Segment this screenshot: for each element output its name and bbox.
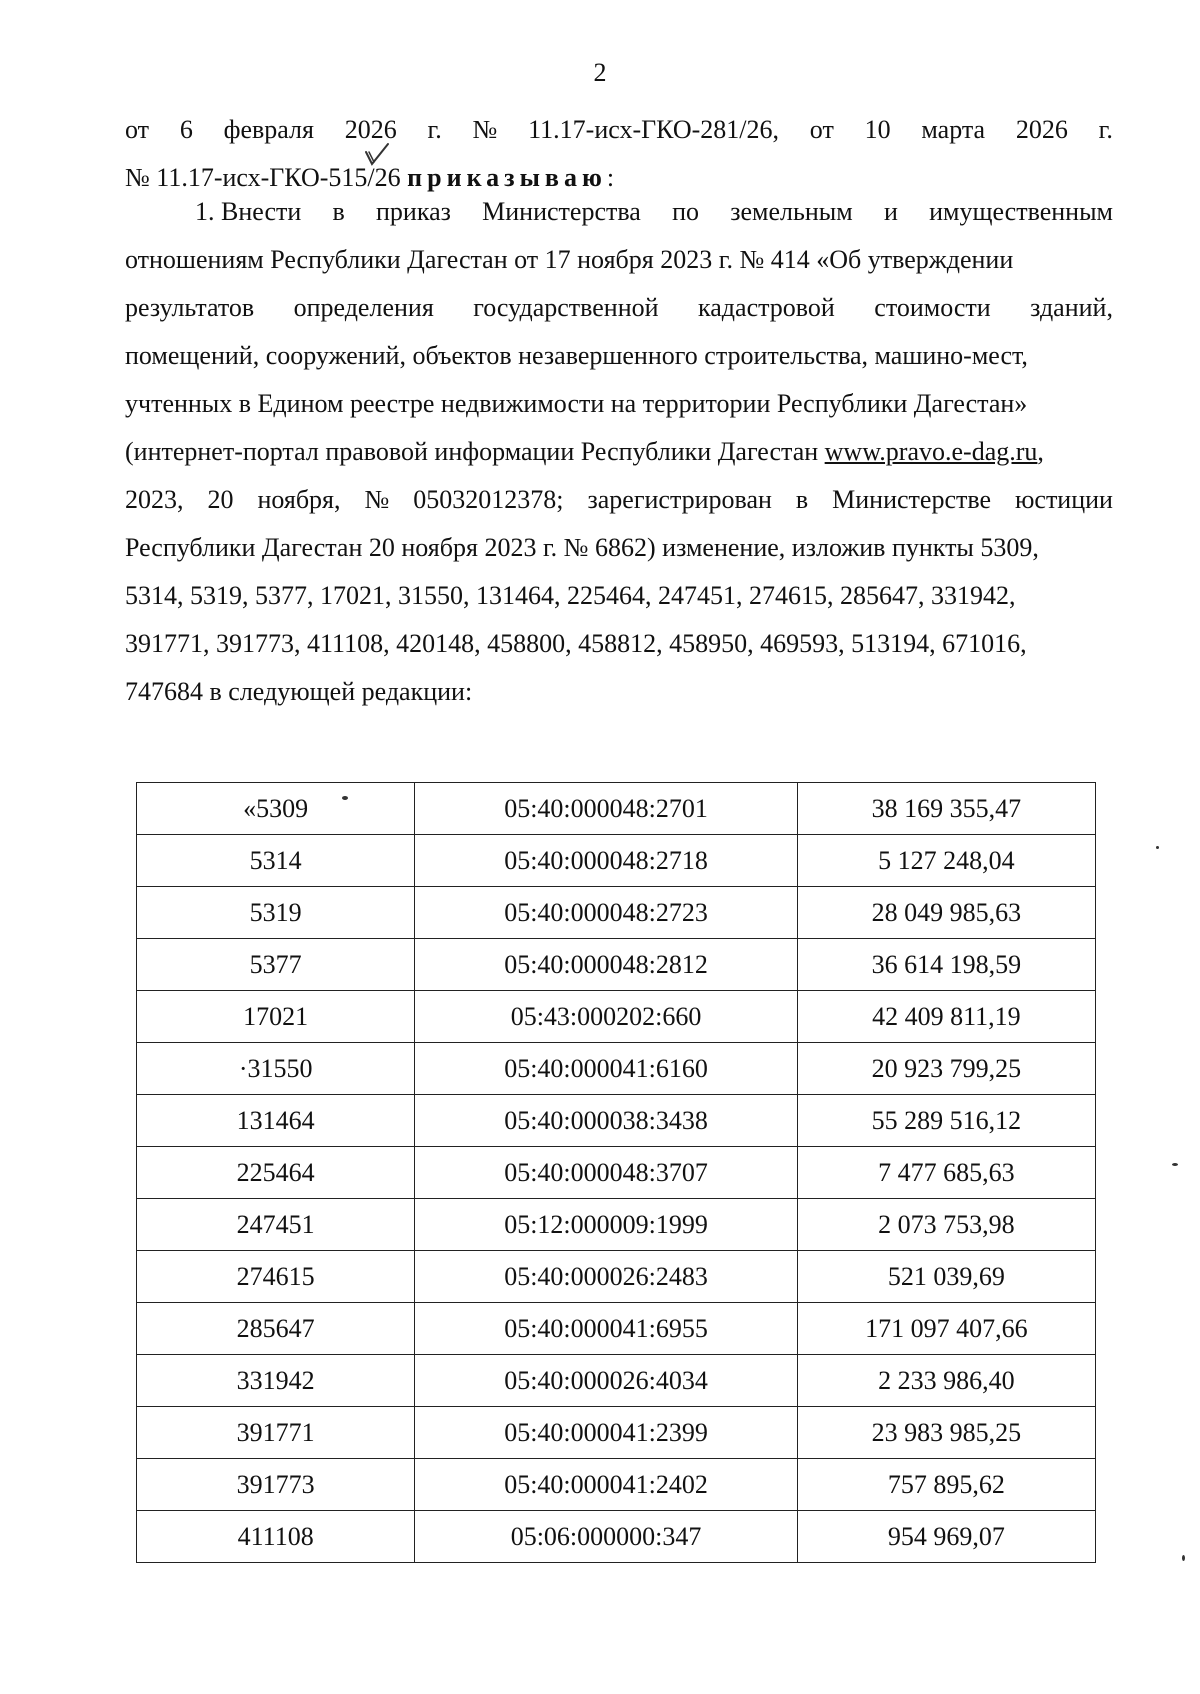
item1-line3_words-word: определения [293,293,434,322]
cadastral-value-cell: 5 127 248,04 [797,835,1095,887]
item1-line7_words-word: юстиции [1014,485,1113,514]
scan-speck [1156,846,1159,849]
item1-line7_words-word: 05032012378; [413,485,564,514]
paragraph1-line1_words-word: 11.17-исх-ГКО-281/26, [528,115,779,144]
paragraph1-line1_words-word: от [809,115,834,144]
cadastral-value-cell: 2 233 986,40 [797,1355,1095,1407]
item1-line7_words-word: зарегистрирован [587,485,772,514]
table-row [137,991,1096,1043]
table-row [137,783,1096,835]
paragraph1-line1_words-word: 6 [179,115,193,144]
item1-line3_words-word: государственной [473,293,659,322]
item1-line1_words-word: в [332,197,345,226]
cadastral-value-table [136,782,1096,1563]
cadastral-number-cell: 05:40:000041:2399 [415,1407,797,1459]
item1-line-7 [125,476,1113,524]
item-number-cell: ·31550 [137,1043,415,1095]
table-row [137,887,1096,939]
paragraph1-line1_words-word: 2026 [344,115,397,144]
paragraph1-line1_words-word: 10 [864,115,891,144]
cadastral-number-cell: 05:40:000041:6160 [415,1043,797,1095]
item1-line-3 [125,284,1113,332]
item1-line1_words-word: по [672,197,699,226]
cadastral-number-cell: 05:40:000026:4034 [415,1355,797,1407]
item1-line3_words-word: кадастровой [698,293,835,322]
item1-line7_words-word: Министерстве [832,485,992,514]
preamble-colon: : [606,163,615,192]
cadastral-value-cell: 55 289 516,12 [797,1095,1095,1147]
paragraph1-line1_words-word: от [125,115,150,144]
item-number-cell: 247451 [137,1199,415,1251]
item-number-cell: 331942 [137,1355,415,1407]
item1-line3_words-word: зданий, [1030,293,1113,322]
cadastral-number-cell: 05:40:000048:2718 [415,835,797,887]
item1-line1_words-word: 1. Внести [195,197,302,226]
cadastral-number-cell: 05:40:000041:2402 [415,1459,797,1511]
item-number-cell: 5377 [137,939,415,991]
paragraph1-line1_words-word: № [472,115,498,144]
item1-line-1 [125,188,1113,236]
portal-link[interactable]: www.pravo.e-dag.ru [824,437,1038,466]
table-row [137,1511,1096,1563]
paragraph1-line1_words-word: февраля [223,115,314,144]
cadastral-number-cell: 05:12:000009:1999 [415,1199,797,1251]
item-number-cell: 17021 [137,991,415,1043]
preamble-line-1 [125,106,1113,154]
item1-line-8: Республики Дагестан 20 ноября 2023 г. № 6862) изменение, изложив пункты 5309, [125,533,1039,562]
item1-line1_words-word: имущественным [929,197,1113,226]
table-row [137,1459,1096,1511]
item1-line7_words-word: 2023, [125,485,184,514]
item1-line3_words-word: стоимости [874,293,991,322]
item1-line-9: 5314, 5319, 5377, 17021, 31550, 131464, 225464, 247451, 274615, 285647, 331942, [125,581,1016,610]
table-row [137,1095,1096,1147]
cadastral-value-cell: 521 039,69 [797,1251,1095,1303]
cadastral-value-cell: 954 969,07 [797,1511,1095,1563]
table-row [137,1043,1096,1095]
item-number-cell: 411108 [137,1511,415,1563]
cadastral-value-cell: 7 477 685,63 [797,1147,1095,1199]
item1-line1_words-word: приказ [376,197,451,226]
item1-line7_words-word: в [795,485,809,514]
portal-comma: , [1037,437,1044,466]
cadastral-value-cell: 38 169 355,47 [797,783,1095,835]
cadastral-value-cell: 171 097 407,66 [797,1303,1095,1355]
cadastral-value-cell: 42 409 811,19 [797,991,1095,1043]
item-number-cell: 225464 [137,1147,415,1199]
item1-line-2: отношениям Республики Дагестан от 17 ноября 2023 г. № 414 «Об утверждении [125,245,1014,274]
item1-line-11: 747684 в следующей редакции: [125,677,473,706]
item-number-cell: 274615 [137,1251,415,1303]
cadastral-number-cell: 05:40:000048:2701 [415,783,797,835]
table-row [137,1251,1096,1303]
table-row [137,1303,1096,1355]
paragraph1-line1_words-word: марта [921,115,986,144]
item-number-cell: 5314 [137,835,415,887]
cadastral-value-cell: 23 983 985,25 [797,1407,1095,1459]
paragraph1-line1_words-word: 2026 [1015,115,1068,144]
paragraph1-line1_words-word: г. [1098,115,1113,144]
item1-line-10: 391771, 391773, 411108, 420148, 458800, 458812, 458950, 469593, 513194, 671016, [125,629,1027,658]
order-keyword: приказываю [407,163,607,192]
cadastral-value-cell: 36 614 198,59 [797,939,1095,991]
portal-text: (интернет-портал правовой информации Республики Дагестан [125,437,825,466]
item-number-cell: 391773 [137,1459,415,1511]
cadastral-number-cell: 05:40:000041:6955 [415,1303,797,1355]
item1-line7_words-word: ноября, [257,485,341,514]
preamble-reference: № 11.17-исх-ГКО-515/26 [125,163,401,192]
table-row [137,835,1096,887]
item1-line-5: учтенных в Едином реестре недвижимости на территории Республики Дагестан» [125,389,1028,418]
item1-line1_words-word: земельным [730,197,853,226]
item-number-cell: 131464 [137,1095,415,1147]
item1-line3_words-word: результатов [125,293,255,322]
cadastral-value-cell: 20 923 799,25 [797,1043,1095,1095]
item1-line1_words-word: и [883,197,898,226]
item-number-cell: 5319 [137,887,415,939]
paragraph1-line1_words-word: г. [427,115,442,144]
cadastral-number-cell: 05:40:000048:2812 [415,939,797,991]
table-row [137,939,1096,991]
table-row [137,1199,1096,1251]
item-number-cell: «5309 [137,783,415,835]
table-row [137,1147,1096,1199]
table-row [137,1355,1096,1407]
item1-line-6 [125,428,1113,476]
item1-line7_words-word: 20 [207,485,234,514]
cadastral-number-cell: 05:40:000026:2483 [415,1251,797,1303]
cadastral-number-cell: 05:43:000202:660 [415,991,797,1043]
cadastral-value-cell: 28 049 985,63 [797,887,1095,939]
cadastral-number-cell: 05:40:000048:3707 [415,1147,797,1199]
scan-speck [1172,1163,1178,1166]
paragraph-item-1 [125,188,1113,716]
item-number-cell: 391771 [137,1407,415,1459]
item1-line1_words-word: Министерства [482,197,641,226]
item1-line7_words-word: № [364,485,390,514]
item1-line-4: помещений, сооружений, объектов незавершенного строительства, машино-мест, [125,341,1028,370]
cadastral-number-cell: 05:40:000048:2723 [415,887,797,939]
page-number: 2 [593,58,607,87]
scan-speck [1182,1555,1185,1561]
cadastral-value-cell: 757 895,62 [797,1459,1095,1511]
scan-speck [342,796,348,800]
cadastral-number-cell: 05:06:000000:347 [415,1511,797,1563]
cadastral-number-cell: 05:40:000038:3438 [415,1095,797,1147]
item-number-cell: 285647 [137,1303,415,1355]
table-row [137,1407,1096,1459]
cadastral-value-cell: 2 073 753,98 [797,1199,1095,1251]
